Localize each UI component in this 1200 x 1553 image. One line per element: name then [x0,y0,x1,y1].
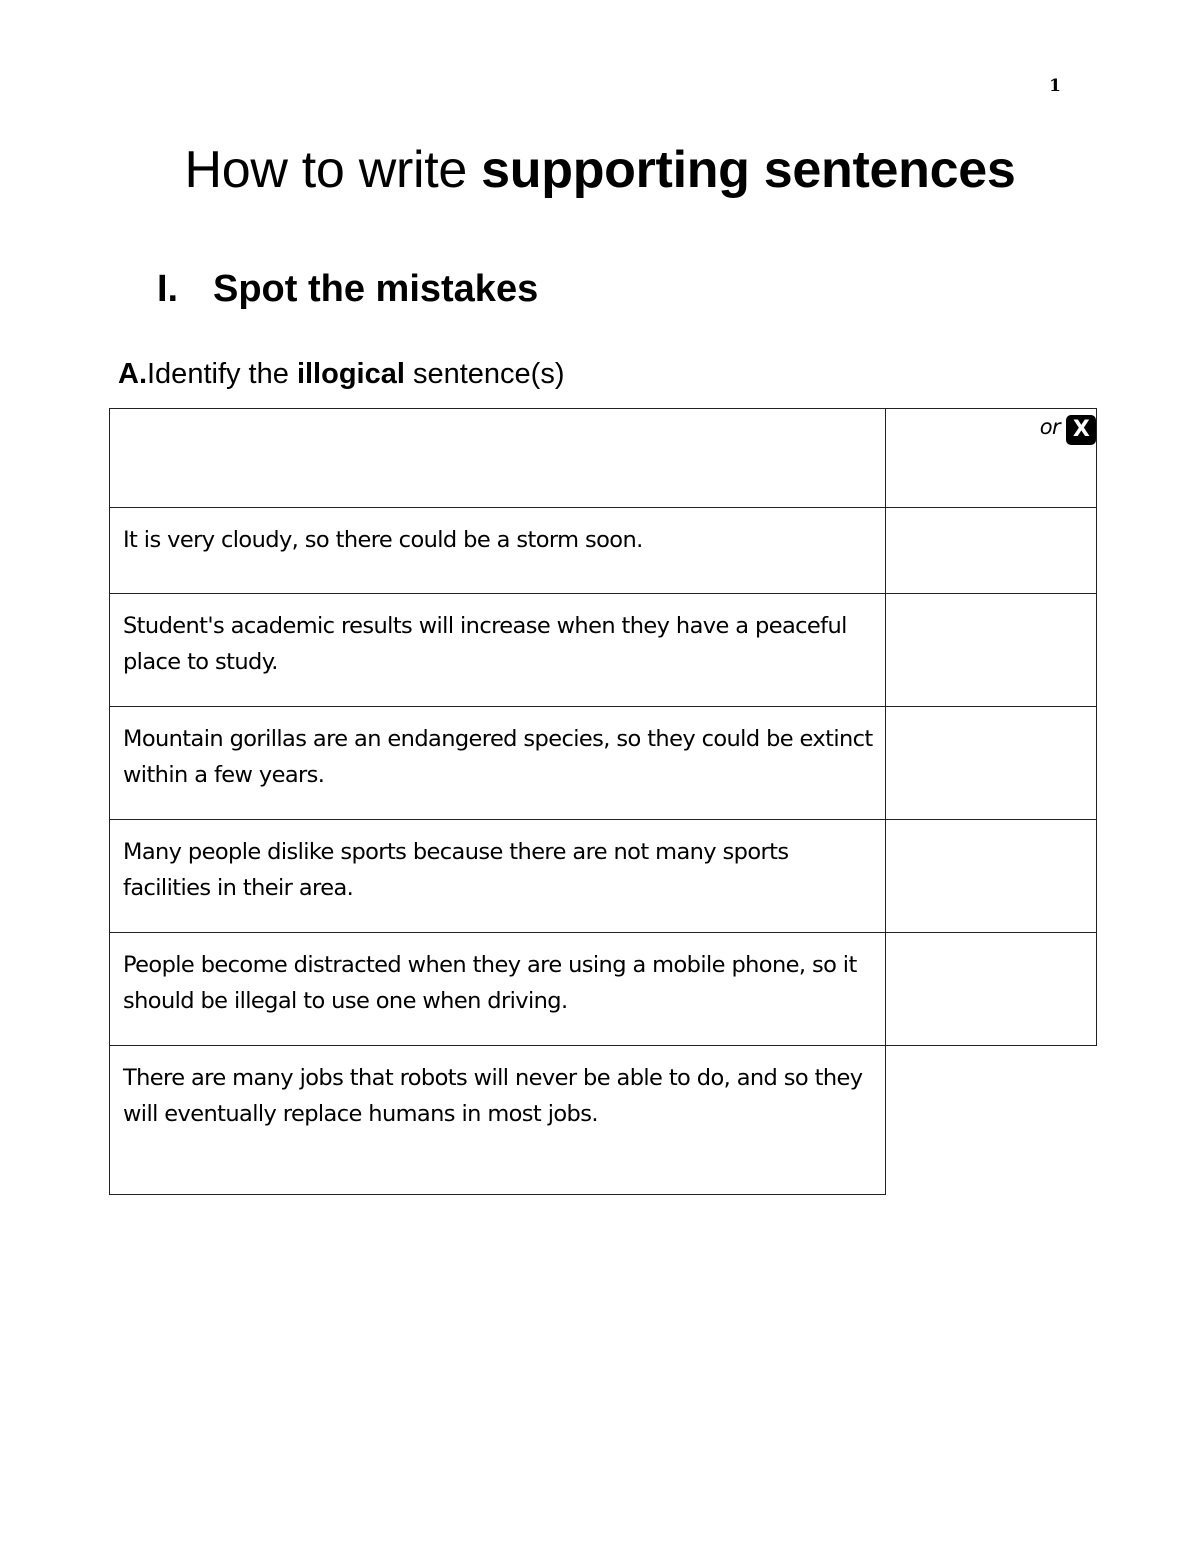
answer-cell[interactable] [886,594,1097,707]
answer-cell[interactable] [886,933,1097,1046]
sentence-cell: There are many jobs that robots will never be able to do, and so they will eventually replace humans in most jobs. [110,1046,886,1195]
x-mark-icon: X [1066,415,1096,445]
table-header-row [110,409,1097,508]
table-row [110,1046,1097,1195]
answer-cell[interactable] [886,508,1097,594]
header-answer-cell [886,409,1097,508]
exercise-instruction [118,358,565,391]
sentence-cell: People become distracted when they are using a mobile phone, so it should be illegal to use one when driving. [110,933,886,1046]
sentence-table [109,408,1097,1195]
table-row [110,508,1097,594]
page-number: 1 [1049,76,1061,96]
table-row [110,820,1097,933]
section-label: Spot the mistakes [213,268,539,310]
exercise-prefix: Identify the [147,358,297,390]
exercise-letter: A. [118,358,147,390]
sentence-cell: It is very cloudy, so there could be a storm soon. [110,508,886,594]
answer-cell-missing [886,1046,1097,1195]
header-sentence-cell [110,409,886,508]
answer-or-label: or [1039,415,1060,439]
answer-cell[interactable] [886,820,1097,933]
sentence-cell: Many people dislike sports because there are not many sports facilities in their area. [110,820,886,933]
sentence-cell: Mountain gorillas are an endangered species, so they could be extinct within a few years. [110,707,886,820]
page-title [0,140,1200,200]
title-bold: supporting sentences [481,141,1016,199]
section-number: I. [157,268,179,310]
table-row [110,594,1097,707]
section-heading [157,268,538,311]
table-row [110,707,1097,820]
title-regular: How to write [184,141,482,199]
sentence-cell: Student's academic results will increase when they have a peaceful place to study. [110,594,886,707]
exercise-emphasis: illogical [296,358,405,390]
exercise-suffix: sentence(s) [404,358,565,390]
table-row [110,933,1097,1046]
answer-cell[interactable] [886,707,1097,820]
